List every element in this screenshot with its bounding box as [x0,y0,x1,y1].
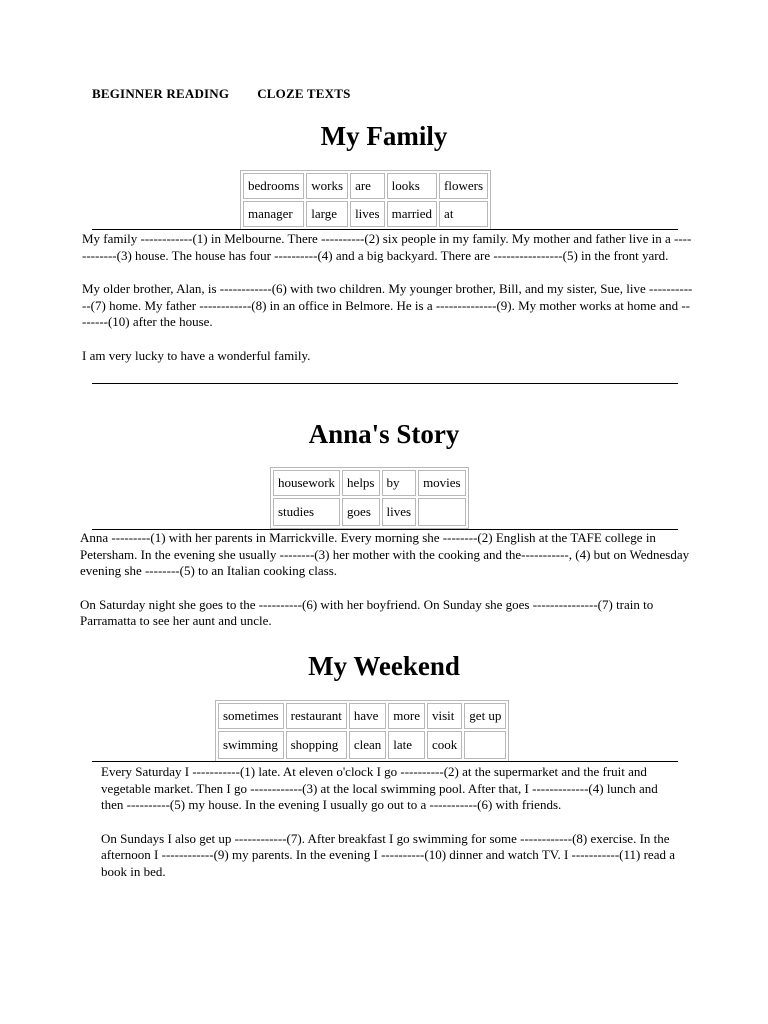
word-cell: have [349,703,386,729]
word-cell: married [387,201,437,227]
text-my-weekend [101,764,675,898]
word-box-my-family [240,170,491,230]
divider [92,229,678,230]
word-cell [418,498,466,526]
paragraph: My older brother, Alan, is ------------(6) with two children. My younger brother, Bill, and my sister, Sue, live ------------(7) home. My father ------------(8) in an office in Belmore. He is a --------------(9). My mother works at home and --------(10) after the house. [82,281,693,330]
paragraph: Every Saturday I -----------(1) late. At eleven o'clock I go ----------(2) at the supermarket and the fruit and vegetable market. Then I go ------------(3) at the local swimming pool. After that, I -------------(4) lunch and then ----------(5) my house. In the evening I usually go out to a -----------(6) with friends. [101,764,658,813]
word-cell: cook [427,731,462,759]
word-cell: works [306,173,348,199]
word-cell: studies [273,498,340,526]
page-header [92,86,351,102]
paragraph: On Sundays I also get up ------------(7). After breakfast I go swimming for some ------------(8) exercise. In the afternoon I ------------(9) my parents. In the evening I ----------(10) dinner and watch TV. I -----------(11) read a book in bed. [101,830,675,879]
word-cell: get up [464,703,506,729]
word-cell: visit [427,703,462,729]
text-annas-story [80,530,692,647]
word-cell: lives [350,201,385,227]
paragraph: I am very lucky to have a wonderful family. [82,347,311,363]
header-right: CLOZE TEXTS [257,86,351,101]
header-left: BEGINNER READING [92,86,230,101]
word-cell: helps [342,470,379,496]
word-cell: manager [243,201,304,227]
divider [92,761,678,762]
section-title-my-family: My Family [320,121,448,151]
word-cell [464,731,506,759]
word-cell: bedrooms [243,173,304,199]
word-cell: swimming [218,731,284,759]
word-cell: restaurant [286,703,347,729]
word-cell: large [306,201,348,227]
paragraph: On Saturday night she goes to the ----------(6) with her boyfriend. On Sunday she goes ---------------(7) train to Parramatta to see her aunt and uncle. [80,596,654,629]
word-cell: late [388,731,425,759]
word-cell: by [382,470,417,496]
word-cell: lives [382,498,417,526]
divider [92,383,678,384]
word-box-my-weekend [215,700,509,762]
word-cell: at [439,201,488,227]
word-cell: looks [387,173,437,199]
section-title-my-weekend: My Weekend [308,651,460,681]
word-cell: goes [342,498,379,526]
word-cell: flowers [439,173,488,199]
word-box-annas-story [270,467,469,529]
paragraph: My family ------------(1) in Melbourne. There ----------(2) six people in my family. My mother and father live in a ------------(3) house. The house has four ----------(4) and a big backyard. There are ----------------(5) in the front yard. [82,231,692,263]
section-title-annas-story: Anna's Story [308,419,460,449]
word-cell: shopping [286,731,347,759]
word-cell: are [350,173,385,199]
paragraph: Anna ---------(1) with her parents in Marrickville. Every morning she --------(2) English at the TAFE college in Petersham. In the evening she usually --------(3) her mother with the cooking and the-----------, (4) but on Wednesday evening she --------(5) to an Italian cooking class. [80,530,690,579]
word-cell: sometimes [218,703,284,729]
word-cell: movies [418,470,466,496]
text-my-family [82,231,694,382]
word-cell: housework [273,470,340,496]
word-cell: clean [349,731,386,759]
word-cell: more [388,703,425,729]
